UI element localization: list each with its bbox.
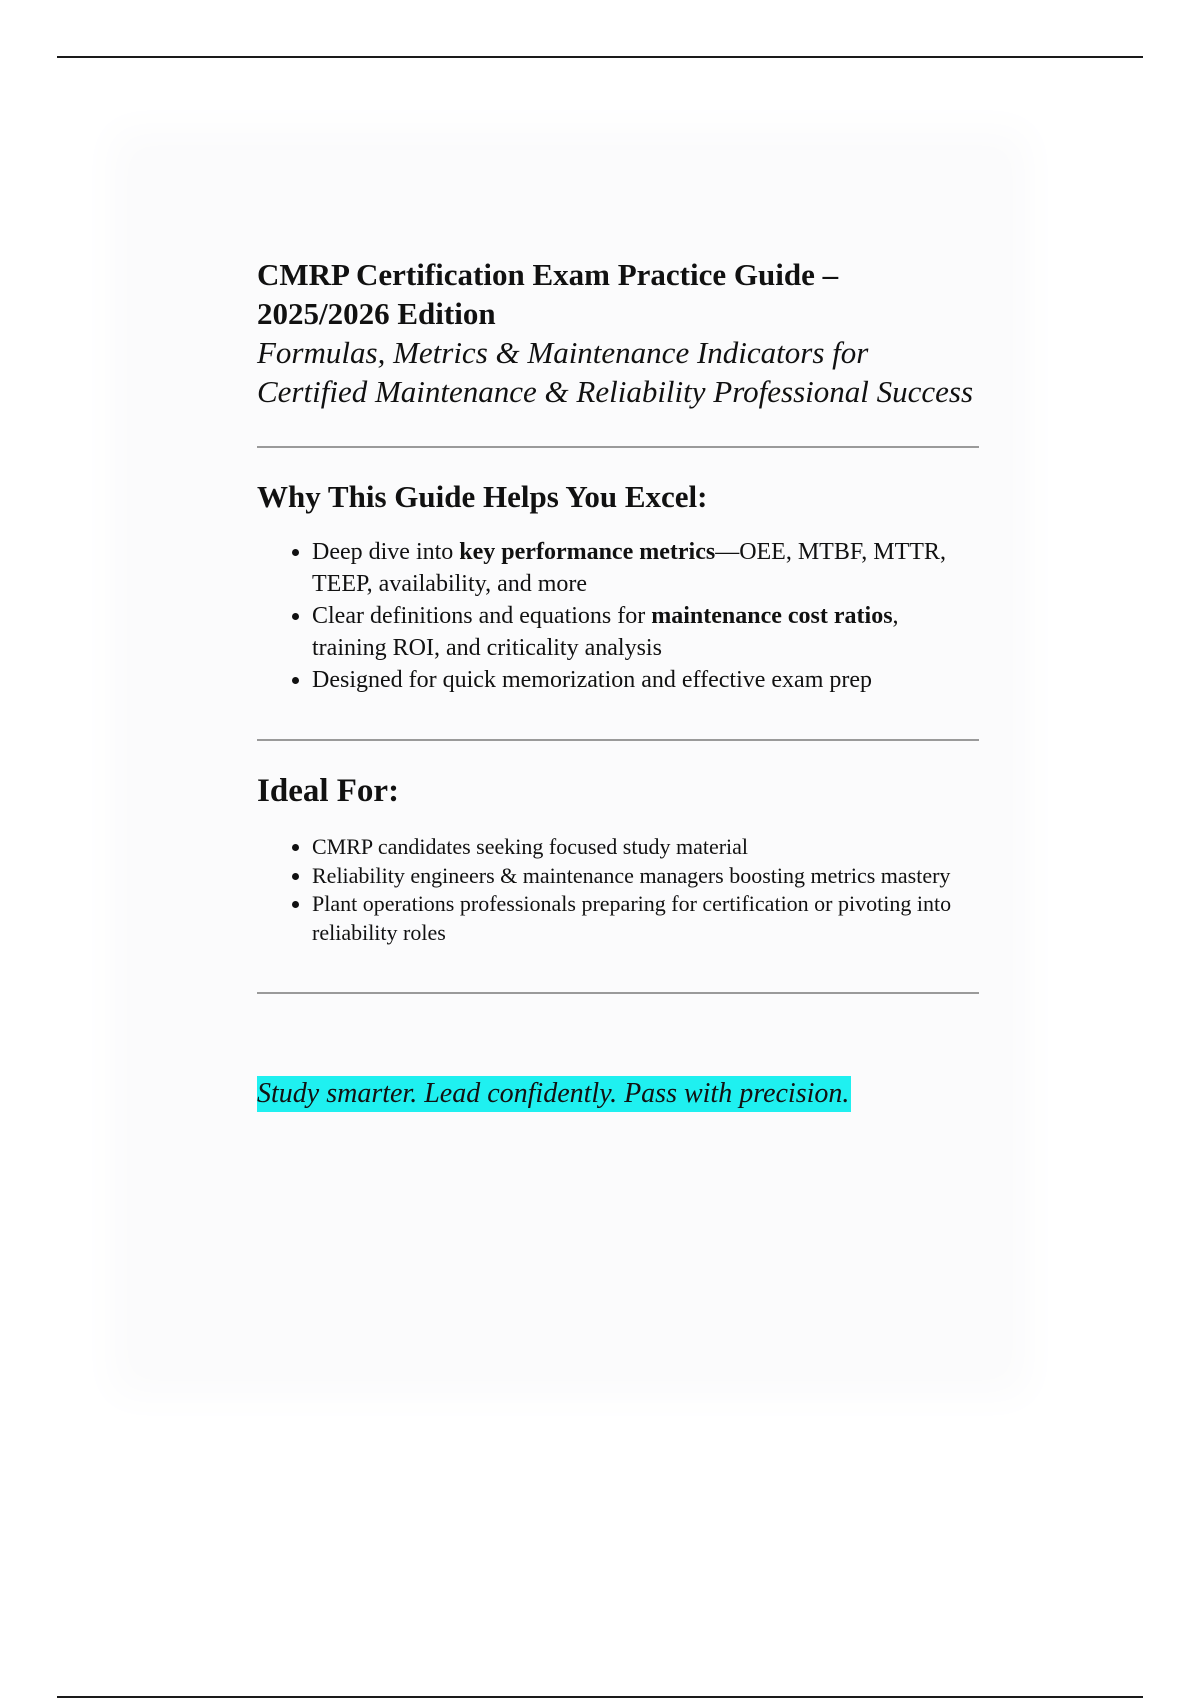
document-title	[257, 255, 979, 333]
title-line-2: 2025/2026 Edition	[257, 296, 496, 331]
tagline-container	[257, 1076, 979, 1112]
page-bottom-rule	[57, 1696, 1143, 1698]
why-section-heading: Why This Guide Helps You Excel:	[257, 479, 708, 514]
document-subtitle: Formulas, Metrics & Maintenance Indicators for Certified Maintenance & Reliability Professional Success	[257, 335, 974, 409]
highlighted-tagline: Study smarter. Lead confidently. Pass with precision.	[257, 1076, 851, 1112]
ideal-section-list	[257, 833, 979, 947]
list-item	[312, 600, 979, 664]
list-item: • Plant operations professionals preparing for certification or pivoting into reliability roles	[312, 890, 979, 947]
list-item-text: —OEE, MTBF, MTTR, TEEP, availability, and more	[312, 539, 946, 597]
list-item-text: Designed for quick memorization and effective exam prep	[312, 667, 873, 693]
list-item-text: Deep dive into	[312, 539, 460, 565]
list-item	[312, 664, 979, 696]
list-item: • CMRP candidates seeking focused study material	[312, 833, 979, 862]
list-item-emphasis: key performance metrics	[459, 539, 716, 565]
list-item	[312, 536, 979, 600]
list-item: • Reliability engineers & maintenance managers boosting metrics mastery	[312, 862, 979, 891]
section-divider-1	[257, 446, 979, 448]
page-top-rule	[57, 56, 1143, 58]
title-line-1: CMRP Certification Exam Practice Guide –	[257, 257, 839, 292]
section-divider-3	[257, 992, 979, 994]
list-item-emphasis: maintenance cost ratios	[651, 603, 893, 629]
list-item-text: , training ROI, and criticality analysis	[312, 603, 899, 661]
list-item-text: Clear definitions and equations for	[312, 603, 652, 629]
document-content	[257, 255, 979, 1112]
ideal-section-heading: Ideal For:	[257, 773, 400, 809]
why-section-list	[257, 536, 979, 696]
section-divider-2	[257, 739, 979, 741]
